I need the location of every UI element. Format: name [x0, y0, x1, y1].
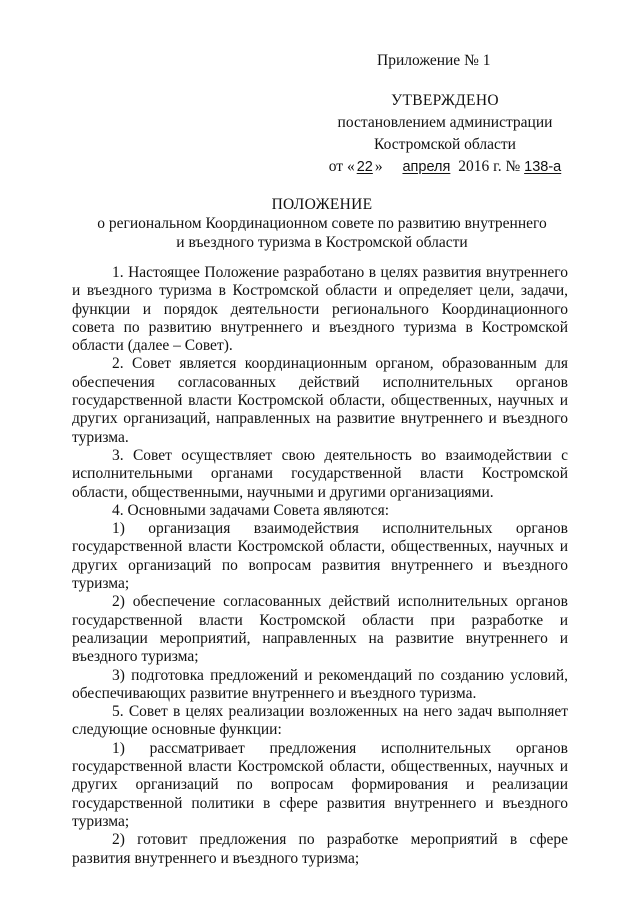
date-day: 22 — [356, 159, 373, 175]
title-heading: ПОЛОЖЕНИЕ — [271, 196, 373, 213]
function-item-1: 1) рассматривает предложения исполнительных органов государственной власти Костромской области, общественных, научных и других организаций по вопросам формирования и реализации государственной политики в сфере развития внутреннего и въездного туризма; — [72, 739, 568, 830]
task-item-3: 3) подготовка предложений и рекомендаций по созданию условий, обеспечивающих развитие внутреннего и въездного туризма. — [72, 666, 568, 702]
approval-block — [300, 90, 590, 178]
paragraph-4: 4. Основными задачами Совета являются: — [112, 501, 390, 519]
appendix-label: Приложение № 1 — [377, 52, 491, 69]
decree-date-line — [300, 156, 590, 178]
date-month: апреля — [402, 159, 451, 175]
title-line-1: о региональном Координационном совете по развитию внутреннего — [97, 215, 547, 232]
title-line-2: и въездного туризма в Костромской области — [176, 234, 468, 251]
paragraph-1: 1. Настоящее Положение разработано в целях развития внутреннего и въездного туризма в Костромской области и определяет цели, задачи, функции и порядок деятельности регионального Координационного совета по развитию внутреннего и въездного туризма в Костромской области (далее – Совет). — [72, 264, 568, 355]
paragraph-3: 3. Совет осуществляет свою деятельность во взаимодействии с исполнительными органами государственной власти Костромской области, общественными, научными и другими организациями. — [72, 446, 568, 501]
date-year: 2016 г. № — [458, 158, 521, 175]
document-body — [72, 264, 568, 868]
decree-line-1: постановлением администрации — [337, 114, 553, 131]
date-prefix: от « — [328, 158, 355, 175]
date-mid: » — [374, 158, 383, 175]
function-item-2: 2) готовит предложения по разработке мероприятий в сфере развития внутреннего и въездного туризма; — [72, 831, 568, 867]
document-title — [72, 195, 572, 252]
approved-stamp-text: УТВЕРЖДЕНО — [391, 92, 499, 109]
decree-line-2: Костромской области — [374, 136, 516, 153]
task-item-2: 2) обеспечение согласованных действий исполнительных органов государственной власти Костромской области при разработке и реализации мероприятий, направленных на развитие внутреннего и въездного туризма; — [72, 593, 568, 666]
paragraph-5: 5. Совет в целях реализации возложенных на него задач выполняет следующие основные функции: — [72, 703, 568, 739]
decree-number: 138-а — [524, 159, 562, 175]
task-item-1: 1) организация взаимодействия исполнительных органов государственной власти Костромской области, общественных, научных и других организаций по вопросам развития внутреннего и въездного туризма; — [72, 520, 568, 593]
paragraph-2: 2. Совет является координационным органом, образованным для обеспечения согласованных действий исполнительных органов государственной власти Костромской области, общественных, научных и других организаций, направленных на развитие внутреннего и въездного туризма. — [72, 355, 568, 446]
